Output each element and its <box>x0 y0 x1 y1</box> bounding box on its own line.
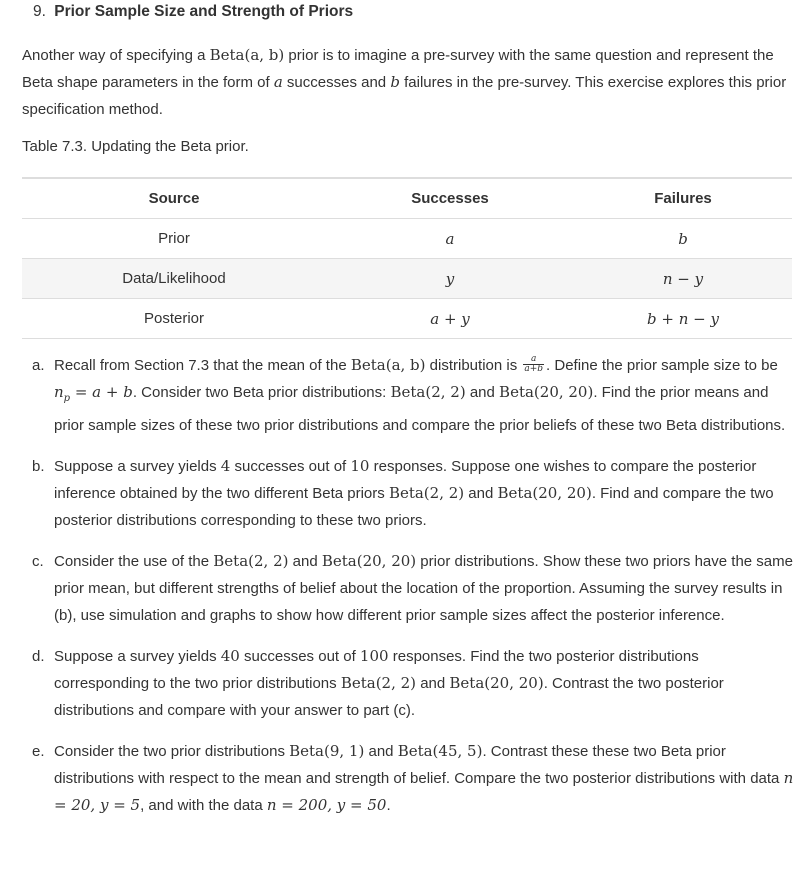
cell-failures: b + n − y <box>574 299 792 339</box>
item-text: and <box>464 485 498 502</box>
item-text: Recall from Section 7.3 that the mean of the <box>54 357 351 374</box>
math-beta: Beta(20, 20) <box>321 552 417 570</box>
exercise-item-a <box>32 352 797 439</box>
item-text: responses. Find the two posterior distributions corresponding to the two prior distributions <box>54 648 699 692</box>
table-row <box>22 219 792 259</box>
table-caption: Table 7.3. Updating the Beta prior. <box>22 138 249 155</box>
intro-paragraph <box>22 42 797 123</box>
header-source: Source <box>22 178 326 219</box>
item-text: prior distributions. Show these two priors have the same prior mean, but different strengths of belief about the location of the proportion. Assuming the survey results in (b), use simulation and graphs to show how different prior sample sizes affect the posterior inference. <box>54 553 793 624</box>
math-number: 100 <box>359 647 389 665</box>
item-text: responses. Suppose one wishes to compare the posterior inference obtained by the two different Beta priors <box>54 458 757 502</box>
item-text: successes out of <box>239 648 360 665</box>
cell-failures: b <box>574 219 792 259</box>
math-n: n <box>54 383 64 401</box>
math-beta: Beta(45, 5) <box>397 742 483 760</box>
cell-source: Data/Likelihood <box>22 259 326 299</box>
exercise-title: Prior Sample Size and Strength of Priors <box>54 3 354 20</box>
math-data-small: n = 20, y = 5 <box>54 769 794 814</box>
item-text: Suppose a survey yields <box>54 458 221 475</box>
exercise-item-d <box>32 643 797 724</box>
mean-fraction <box>523 355 544 374</box>
item-text: . Find the prior means and prior sample sizes of these two prior distributions and compare the prior beliefs of these two Beta distributions. <box>54 384 786 434</box>
item-marker: b. <box>32 458 45 475</box>
beta-update-table <box>22 177 792 339</box>
math-beta: Beta(9, 1) <box>289 742 365 760</box>
item-text: and <box>364 743 398 760</box>
cell-successes: a <box>326 219 574 259</box>
item-text: Suppose a survey yields <box>54 648 221 665</box>
item-text: successes out of <box>230 458 351 475</box>
math-number: 10 <box>350 457 370 475</box>
item-text: and <box>465 384 500 401</box>
item-text: , and with the data <box>140 797 267 814</box>
math-beta: Beta(2, 2) <box>213 552 289 570</box>
item-text: . <box>386 797 391 814</box>
fraction-numerator: a <box>523 355 544 365</box>
intro-text: prior is to imagine a pre-survey with the same question and represent the Beta shape parameters in the form of <box>22 47 774 91</box>
math-beta: Beta(20, 20) <box>497 484 592 502</box>
math-beta: Beta(a, b) <box>350 356 426 374</box>
table-row <box>22 299 792 339</box>
math-beta: Beta(20, 20) <box>449 674 544 692</box>
math-subscript-p: p <box>63 393 71 404</box>
cell-source: Prior <box>22 219 326 259</box>
item-marker: e. <box>32 743 45 760</box>
cell-successes: a + y <box>326 299 574 339</box>
intro-text: failures in the pre-survey. This exercise explores this prior specification method. <box>22 74 787 118</box>
math-beta: Beta(2, 2) <box>388 484 465 502</box>
math-number: 4 <box>220 457 231 475</box>
math-number: 40 <box>220 647 240 665</box>
item-text: distribution is <box>425 357 522 374</box>
item-text: . Consider two Beta prior distributions: <box>132 384 391 401</box>
intro-text: Another way of specifying a <box>22 47 210 64</box>
exercise-number: 9. <box>33 3 46 20</box>
table-row <box>22 259 792 299</box>
item-text: . Contrast the two posterior distributions and compare with your answer to part (c). <box>54 675 724 719</box>
header-successes: Successes <box>326 178 574 219</box>
item-text: and <box>288 553 322 570</box>
item-text: Consider the use of the <box>54 553 214 570</box>
item-text: . Contrast these these two Beta prior distributions with respect to the mean and strength of belief. Compare the two posterior distributions with data <box>54 743 784 787</box>
cell-failures: n − y <box>574 259 792 299</box>
intro-text: successes and <box>282 74 391 91</box>
math-beta: Beta(2, 2) <box>340 674 417 692</box>
item-marker: d. <box>32 648 45 665</box>
item-text: . Define the prior sample size to be <box>546 357 778 374</box>
header-failures: Failures <box>574 178 792 219</box>
item-text: . Find and compare the two posterior distributions corresponding to these two priors. <box>54 485 774 529</box>
math-beta: Beta(2, 2) <box>390 383 466 401</box>
math-beta: Beta(a, b) <box>209 46 285 64</box>
item-marker: a. <box>32 357 45 374</box>
exercise-list <box>32 352 797 833</box>
fraction-denominator: a+b <box>524 363 544 374</box>
item-text: and <box>416 675 450 692</box>
math-beta: Beta(20, 20) <box>499 383 594 401</box>
cell-successes: y <box>326 259 574 299</box>
math-data-large: n = 200, y = 50 <box>266 796 387 814</box>
item-marker: c. <box>32 553 44 570</box>
math-a: a <box>273 73 283 91</box>
table-header-row <box>22 178 792 219</box>
item-text: Consider the two prior distributions <box>54 743 290 760</box>
exercise-item-e <box>32 738 797 819</box>
math-b: b <box>390 73 400 91</box>
math-a-plus-b: = a + b <box>70 383 133 401</box>
cell-source: Posterior <box>22 299 326 339</box>
math-np <box>54 383 71 404</box>
exercise-item-b <box>32 453 797 534</box>
exercise-heading <box>33 3 353 21</box>
exercise-item-c <box>32 548 797 629</box>
